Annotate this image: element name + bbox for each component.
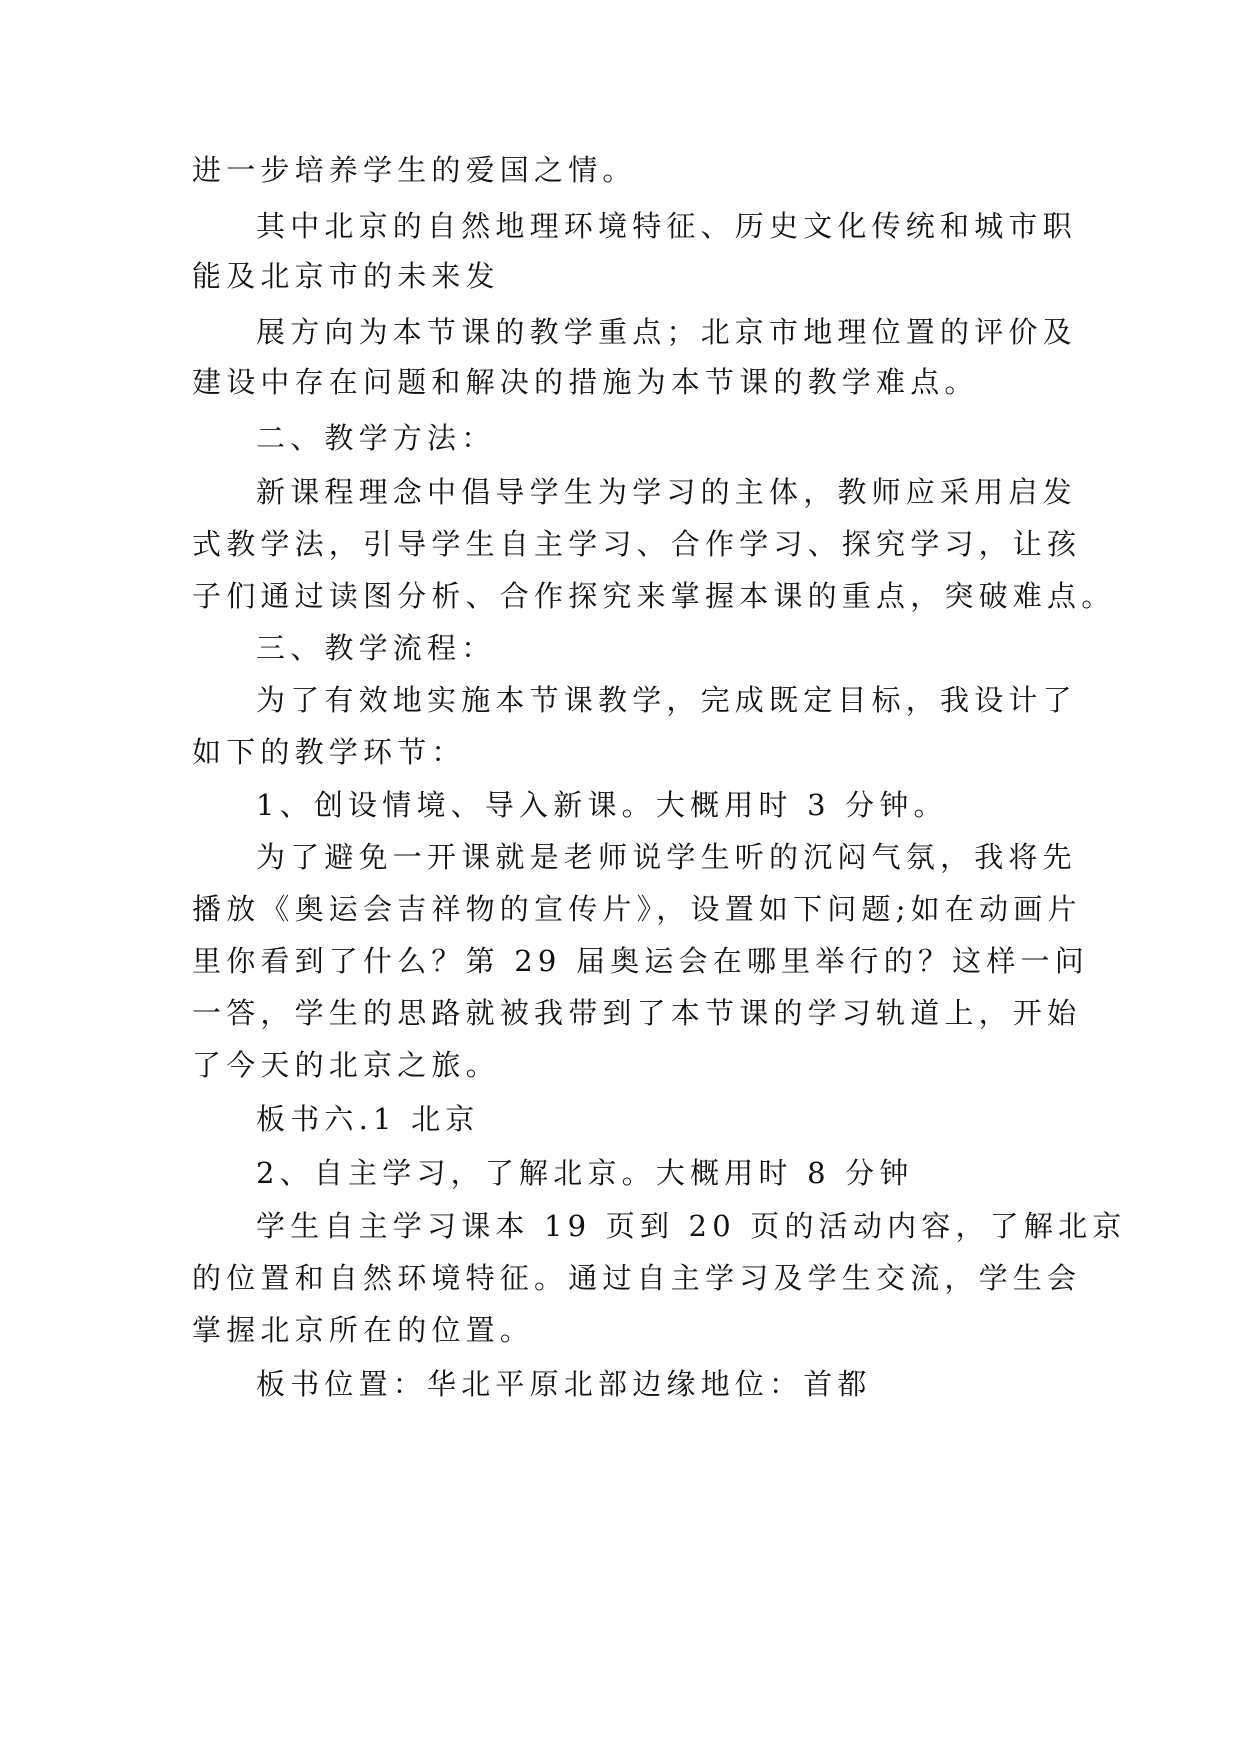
section-heading: 二、教学方法：: [256, 421, 496, 455]
text-line: 播放《奥运会吉祥物的宣传片》，设置如下问题;如在动画片: [192, 892, 1082, 926]
paragraph-line: 展方向为本节课的教学重点；北京市地理位置的评价及: [256, 315, 1077, 349]
text-line: 子们通过读图分析、合作探究来掌握本课的重点，突破难点。: [192, 579, 1116, 613]
text-line: 进一步培养学生的爱国之情。: [192, 153, 637, 187]
text-line: 了今天的北京之旅。: [192, 1048, 500, 1082]
board-note: 板书六.1 北京: [256, 1102, 480, 1136]
step-heading: 1、创设情境、导入新课。大概用时 3 分钟。: [256, 788, 948, 822]
text-line: 里你看到了什么？第 29 届奥运会在哪里举行的？这样一问: [192, 944, 1089, 978]
paragraph-line: 为了有效地实施本节课教学，完成既定目标，我设计了: [256, 683, 1077, 717]
text-line: 掌握北京所在的位置。: [192, 1313, 535, 1347]
text-line: 的位置和自然环境特征。通过自主学习及学生交流，学生会: [192, 1261, 1082, 1295]
section-heading: 三、教学流程：: [256, 631, 496, 665]
text-line: 式教学法，引导学生自主学习、合作学习、探究学习，让孩: [192, 527, 1082, 561]
text-line: 建设中存在问题和解决的措施为本节课的教学难点。: [192, 365, 979, 399]
step-heading: 2、自主学习，了解北京。大概用时 8 分钟: [256, 1156, 914, 1190]
paragraph-line: 其中北京的自然地理环境特征、历史文化传统和城市职: [256, 209, 1077, 243]
paragraph-line: 为了避免一开课就是老师说学生听的沉闷气氛，我将先: [256, 840, 1077, 874]
board-note: 板书位置：华北平原北部边缘地位：首都: [256, 1367, 872, 1401]
paragraph-line: 新课程理念中倡导学生为学习的主体，教师应采用启发: [256, 475, 1077, 509]
paragraph-line: 学生自主学习课本 19 页到 20 页的活动内容，了解北京: [256, 1209, 1127, 1243]
text-line: 如下的教学环节：: [192, 735, 466, 769]
text-line: 能及北京市的未来发: [192, 259, 500, 293]
text-line: 一答，学生的思路就被我带到了本节课的学习轨道上，开始: [192, 996, 1082, 1030]
